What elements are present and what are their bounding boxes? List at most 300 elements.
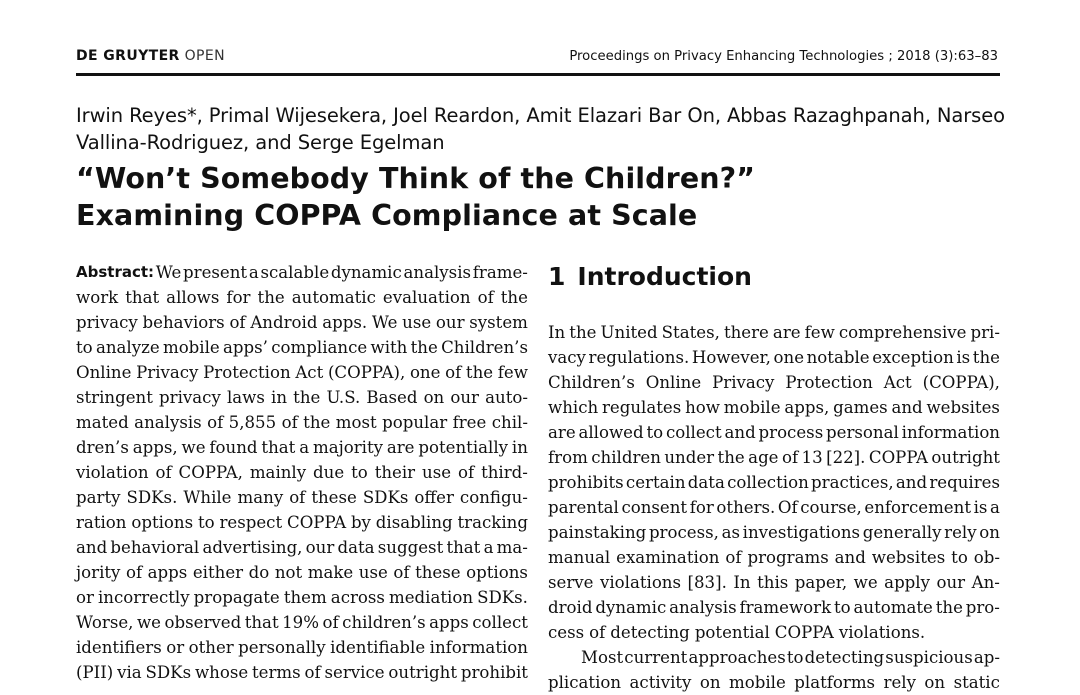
abstract-line	[76, 360, 528, 385]
word: the	[500, 288, 528, 307]
word: potential	[694, 623, 770, 642]
word: on	[699, 673, 721, 692]
word: make	[307, 563, 354, 582]
word: in	[271, 388, 288, 407]
word: terms	[252, 663, 301, 682]
word: United	[600, 323, 658, 342]
introduction-line	[548, 495, 1000, 520]
word: on	[924, 673, 946, 692]
word: the	[257, 288, 285, 307]
word: few	[804, 323, 835, 342]
word: enforcement	[864, 498, 971, 517]
word: vacy	[548, 348, 586, 367]
section-title: Introduction	[577, 262, 752, 291]
word: serve	[548, 573, 594, 592]
word: to	[834, 598, 851, 617]
word: third-	[481, 463, 528, 482]
word: others.	[716, 498, 776, 517]
paper-title-line: “Won’t Somebody Think of the Children?”	[76, 162, 756, 195]
word: In	[548, 323, 566, 342]
word: their	[374, 463, 416, 482]
word: mobile	[723, 398, 781, 417]
word: this	[757, 573, 789, 592]
introduction-line	[548, 470, 1000, 495]
word: apps,	[784, 398, 830, 417]
word: apps.	[322, 313, 368, 332]
word: detecting	[804, 648, 885, 667]
word: popular	[382, 413, 448, 432]
word: dren’s	[76, 438, 129, 457]
word: We	[155, 263, 182, 282]
word: scalable	[260, 263, 330, 282]
word: stringent	[76, 388, 153, 407]
word: [22].	[826, 448, 866, 467]
introduction-line	[548, 320, 1000, 345]
word: we	[136, 613, 161, 632]
introduction-line	[548, 370, 1000, 395]
word: consent	[621, 498, 688, 517]
word: our	[936, 573, 966, 592]
word: options	[466, 563, 528, 582]
paper-title-line: Examining COPPA Compliance at Scale	[76, 199, 698, 232]
word: comprehensive	[838, 323, 967, 342]
word: pro-	[965, 598, 1000, 617]
word: examination	[616, 548, 720, 567]
introduction-line	[548, 570, 1000, 595]
word: behaviors	[142, 313, 225, 332]
publisher-name-bold: DE GRUYTER	[76, 48, 180, 64]
word: investigations	[742, 523, 861, 542]
word: generally	[862, 523, 942, 542]
word: Worse,	[76, 613, 134, 632]
word: to	[76, 338, 93, 357]
word: compliance	[271, 338, 368, 357]
abstract-line	[76, 635, 528, 660]
word: of	[781, 448, 799, 467]
word: one	[773, 348, 805, 367]
word: Privacy	[136, 363, 199, 382]
word: of	[445, 363, 462, 382]
word: by	[350, 513, 371, 532]
introduction-line	[548, 520, 1000, 545]
word: privacy	[76, 313, 138, 332]
word: our	[305, 538, 335, 557]
word: (COPPA),	[922, 373, 1000, 392]
word: of	[155, 463, 172, 482]
word: process,	[648, 523, 719, 542]
word: While	[183, 488, 232, 507]
abstract-line	[76, 260, 528, 285]
word: notable	[806, 348, 870, 367]
word: chil-	[491, 413, 528, 432]
word: violation	[76, 463, 149, 482]
word: other	[188, 638, 234, 657]
word: dynamic	[330, 263, 402, 282]
word: apply	[884, 573, 930, 592]
word: collect	[472, 613, 528, 632]
abstract-line	[76, 460, 528, 485]
word: majority	[312, 438, 383, 457]
word: Children’s	[441, 338, 528, 357]
word: most	[335, 413, 377, 432]
paper-title	[76, 160, 755, 234]
word: In	[733, 573, 751, 592]
word: outright	[388, 663, 457, 682]
word: behavioral	[110, 538, 200, 557]
word: activity	[629, 673, 692, 692]
word: plication	[548, 673, 622, 692]
word: the	[293, 388, 321, 407]
word: information	[901, 423, 1000, 442]
abstract-line	[76, 560, 528, 585]
abstract-line	[76, 335, 528, 360]
word: present	[183, 263, 248, 282]
word: mobile	[162, 338, 220, 357]
word: allowed	[578, 423, 644, 442]
word: Act	[295, 363, 324, 382]
word: regulations.	[588, 348, 690, 367]
word: COPPA	[774, 623, 834, 642]
word: there	[723, 323, 769, 342]
publisher-logo	[76, 48, 225, 64]
word: apps,	[132, 438, 178, 457]
word: to	[197, 513, 215, 532]
word: analyze	[95, 338, 160, 357]
word: privacy	[159, 388, 221, 407]
word: Privacy	[712, 373, 775, 392]
word: programs	[747, 548, 829, 567]
word: the	[303, 413, 331, 432]
word: requires	[929, 473, 1000, 492]
word: with	[370, 338, 408, 357]
word: children’s	[342, 613, 426, 632]
word: Android	[250, 313, 318, 332]
word: to	[351, 463, 368, 482]
word: States,	[661, 323, 720, 342]
word: detecting	[610, 623, 690, 642]
word: from	[548, 448, 588, 467]
word: practices,	[811, 473, 894, 492]
abstract-line	[76, 285, 528, 310]
word: of	[477, 288, 494, 307]
word: many	[237, 488, 284, 507]
word: Based	[366, 388, 418, 407]
word: laws	[226, 388, 265, 407]
word: ap-	[973, 648, 1000, 667]
word: configu-	[459, 488, 528, 507]
word: not	[274, 563, 303, 582]
section-heading-introduction	[548, 262, 752, 291]
word: system	[469, 313, 528, 332]
introduction-line	[548, 345, 1000, 370]
word: [83].	[687, 573, 727, 592]
word: of	[322, 613, 339, 632]
word: of	[589, 623, 606, 642]
word: 5,855	[228, 413, 277, 432]
abstract-label: Abstract:	[76, 263, 155, 281]
word: ob-	[973, 548, 1000, 567]
word: Act	[883, 373, 912, 392]
word: them	[283, 588, 327, 607]
word: of	[289, 488, 306, 507]
word: analysis	[403, 263, 472, 282]
word: droid	[548, 598, 593, 617]
word: regulates	[601, 398, 682, 417]
abstract-line	[76, 485, 528, 510]
word: potentially	[418, 438, 509, 457]
word: dynamic	[595, 598, 667, 617]
word: offer	[414, 488, 454, 507]
word: of	[725, 548, 742, 567]
word: Protection	[203, 363, 291, 382]
journal-citation: Proceedings on Privacy Enhancing Technologies ; 2018 (3):63–83	[569, 49, 998, 64]
word: that	[446, 538, 481, 557]
word: mated	[76, 413, 129, 432]
word: suggest	[377, 538, 444, 557]
word: advertising,	[202, 538, 303, 557]
word: on	[979, 523, 1000, 542]
word: we	[853, 573, 878, 592]
word: current	[624, 648, 688, 667]
word: use	[402, 313, 432, 332]
word: mediation	[389, 588, 474, 607]
word: our	[450, 388, 479, 407]
word: of	[281, 413, 298, 432]
word: children	[591, 448, 661, 467]
word: analysis	[134, 413, 202, 432]
word: framework	[739, 598, 832, 617]
word: which	[548, 398, 599, 417]
word: how	[685, 398, 720, 417]
word: prohibits	[548, 473, 624, 492]
word: these	[415, 563, 461, 582]
word: and	[891, 398, 923, 417]
abstract	[76, 260, 528, 685]
introduction-body	[548, 320, 1000, 695]
word: identifiable	[330, 638, 426, 657]
word: painstaking	[548, 523, 647, 542]
word: under	[664, 448, 715, 467]
author-list: Irwin Reyes*, Primal Wijesekera, Joel Reardon, Amit Elazari Bar On, Abbas Razaghpanah, Narseo Vallina-Rodriguez, and Serge Egelman	[76, 104, 1005, 154]
abstract-line	[76, 410, 528, 435]
word: SDKs.	[126, 488, 178, 507]
abstract-line	[76, 435, 528, 460]
word: manual	[548, 548, 611, 567]
word: collect	[665, 423, 722, 442]
word: do	[248, 563, 270, 582]
word: static	[953, 673, 1000, 692]
word: parental	[548, 498, 619, 517]
introduction-line	[548, 595, 1000, 620]
introduction-line	[548, 445, 1000, 470]
word: analysis	[669, 598, 737, 617]
word: SDKs.	[477, 588, 528, 607]
word: to	[951, 548, 968, 567]
abstract-line	[76, 660, 528, 685]
word: options	[131, 513, 194, 532]
word: on	[423, 388, 445, 407]
word: Online	[645, 373, 702, 392]
word: evaluation	[382, 288, 471, 307]
word: are	[548, 423, 576, 442]
introduction-line	[548, 670, 1000, 695]
word: a	[248, 263, 259, 282]
introduction-line	[548, 395, 1000, 420]
word: use	[422, 463, 452, 482]
word: these	[311, 488, 357, 507]
word: of	[393, 563, 410, 582]
word: due	[313, 463, 345, 482]
word: are	[386, 438, 415, 457]
word: for	[226, 288, 251, 307]
word: (COPPA),	[327, 363, 406, 382]
word: jority	[76, 563, 121, 582]
word: that	[125, 288, 160, 307]
word: that	[244, 613, 279, 632]
word: incorrectly	[98, 588, 190, 607]
word: of	[207, 413, 224, 432]
word: personally	[238, 638, 326, 657]
word: approaches	[688, 648, 786, 667]
word: a	[299, 438, 310, 457]
word: We	[371, 313, 398, 332]
word: of	[125, 563, 143, 582]
word: cess	[548, 623, 585, 642]
word: violations.	[838, 623, 926, 642]
publisher-name-light: OPEN	[184, 48, 225, 64]
word: collection	[727, 473, 809, 492]
abstract-line	[76, 535, 528, 560]
word: Protection	[785, 373, 873, 392]
word: prohibit	[460, 663, 528, 682]
word: websites	[871, 548, 946, 567]
word: platforms	[794, 673, 876, 692]
introduction-line	[548, 420, 1000, 445]
word: the	[410, 338, 438, 357]
word: process	[758, 423, 824, 442]
word: websites	[926, 398, 1000, 417]
word: personal	[826, 423, 899, 442]
word: and	[724, 423, 756, 442]
word: the	[935, 598, 963, 617]
word: 19%	[282, 613, 320, 632]
word: apps	[147, 563, 188, 582]
abstract-line	[76, 310, 528, 335]
word: apps	[429, 613, 469, 632]
word: tracking	[457, 513, 528, 532]
word: COPPA	[287, 513, 347, 532]
word: respect	[219, 513, 283, 532]
word: is	[973, 498, 988, 517]
word: Most	[581, 648, 624, 667]
word: the	[569, 323, 597, 342]
introduction-line	[548, 645, 1000, 670]
word: 13	[801, 448, 823, 467]
word: outright	[931, 448, 1000, 467]
word: Children’s	[548, 373, 635, 392]
word: propagate	[193, 588, 280, 607]
word: or	[166, 638, 185, 657]
word: COPPA	[868, 448, 928, 467]
word: rely	[944, 523, 977, 542]
word: An-	[971, 573, 1000, 592]
word: disabling	[375, 513, 453, 532]
word: the	[972, 348, 1000, 367]
word: to	[646, 423, 664, 442]
word: However,	[691, 348, 771, 367]
introduction-line	[548, 545, 1000, 570]
word: ma-	[496, 538, 528, 557]
word: a	[483, 538, 494, 557]
word: ration	[76, 513, 127, 532]
word: of	[229, 313, 246, 332]
word: our	[435, 313, 465, 332]
word: U.S.	[326, 388, 361, 407]
word: via	[117, 663, 142, 682]
word: observed	[164, 613, 242, 632]
word: the	[465, 363, 494, 382]
word: course,	[800, 498, 862, 517]
word: mainly	[249, 463, 307, 482]
word: for	[689, 498, 714, 517]
word: COPPA,	[178, 463, 243, 482]
word: as	[721, 523, 740, 542]
word: party	[76, 488, 121, 507]
word: use	[358, 563, 388, 582]
word: information	[429, 638, 528, 657]
word: auto-	[485, 388, 528, 407]
introduction-line	[548, 620, 1000, 645]
word: paper,	[794, 573, 848, 592]
abstract-line	[76, 610, 528, 635]
word: service	[324, 663, 385, 682]
word: automatic	[291, 288, 376, 307]
word: either	[192, 563, 244, 582]
word: are	[772, 323, 801, 342]
word: (PII)	[76, 663, 114, 682]
abstract-line	[76, 510, 528, 535]
word: of	[304, 663, 321, 682]
word: the	[717, 448, 745, 467]
section-number: 1	[548, 262, 566, 291]
word: and	[834, 548, 866, 567]
word: SDKs	[362, 488, 409, 507]
word: whose	[194, 663, 249, 682]
word: or	[76, 588, 94, 607]
word: found	[209, 438, 258, 457]
word: exception	[872, 348, 954, 367]
word: data	[337, 538, 375, 557]
word: work	[76, 288, 119, 307]
word: data	[687, 473, 725, 492]
word: to	[786, 648, 804, 667]
word: few	[497, 363, 528, 382]
word: and	[895, 473, 928, 492]
word: a	[990, 498, 1000, 517]
word: SDKs	[145, 663, 192, 682]
word: automate	[853, 598, 933, 617]
header-rule	[76, 73, 1000, 76]
abstract-line	[76, 585, 528, 610]
abstract-line	[76, 385, 528, 410]
word: allows	[166, 288, 220, 307]
word: across	[330, 588, 385, 607]
word: is	[956, 348, 971, 367]
word: that	[261, 438, 296, 457]
word: frame-	[472, 263, 528, 282]
word: one	[409, 363, 441, 382]
word: violations	[599, 573, 682, 592]
